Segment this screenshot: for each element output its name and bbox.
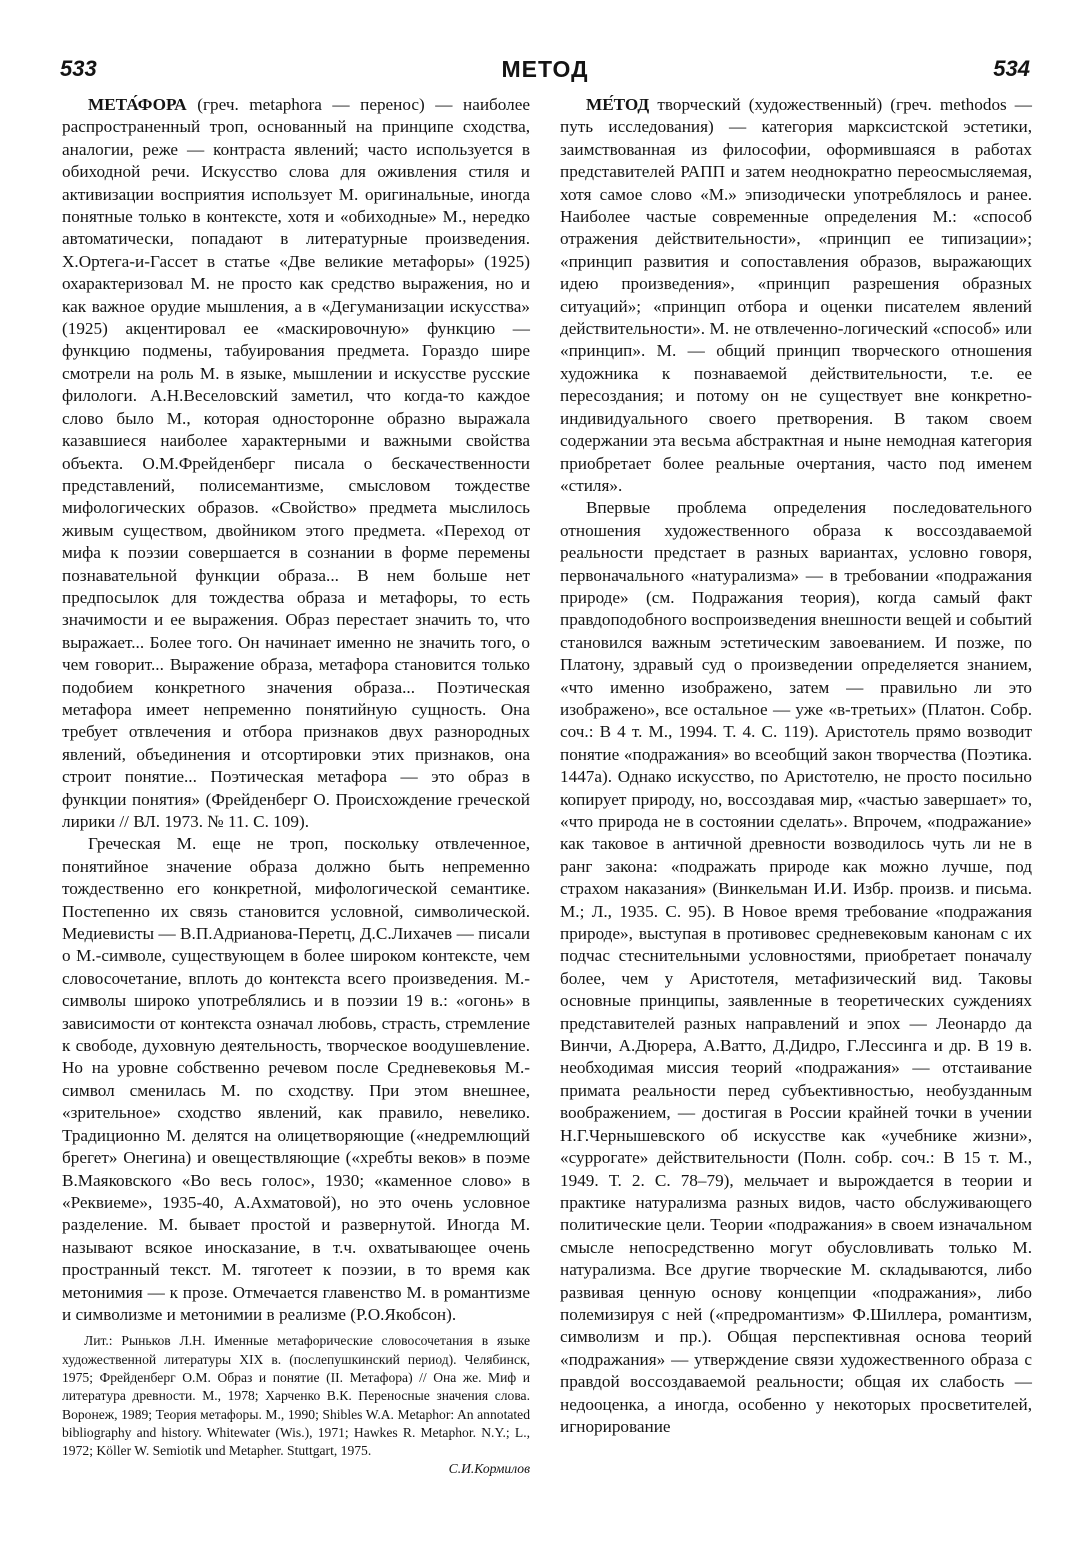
page-number-left: 533: [60, 56, 97, 81]
references-block: [62, 1326, 530, 1478]
page-number-right: 534: [993, 56, 1030, 81]
left-column: [62, 94, 530, 1479]
metaphor-entry-para-1: [62, 94, 530, 833]
method-para-1-text: творческий (художественный) (греч. methodos — путь исследования) — категория марксистской эстетики, заимствованная из философии, оформившаяся в работах представителей РАПП и затем неоднократно переосмысляемая, хотя самое слово «М.» эпизодически употреблялось и ранее. Наиболее частые современные определения М.: «способ отражения действительности», «принцип ее типизации»; «принцип развития и сопоставления образов, выражающих идею произведения», «принцип разрешения образных ситуаций»; «принцип отбора и оценки писателем явлений действительности». М. не отвлеченно-логический «способ» или «принцип». М. — общий принцип творческого отношения художника к познаваемой действительности, т.е. ее пересоздания; и потому он не существует вне конкретно-индивидуального своего претворения. В таком своем содержании эта весьма абстрактная и ныне немодная категория приобретает более реальные очертания, часто под именем «стиля».: [560, 95, 1032, 495]
page-header: [60, 54, 1030, 88]
author-signature: С.И.Кормилов: [448, 1461, 530, 1477]
metaphor-para-1-text: (греч. metaphora — перенос) — наиболее распространенный троп, основанный на принципе сходства, аналогии, реже — контраста явлений; часто используется в обиходной речи. Искусство слова для оживления стиля и активизации восприятия использует М. оригинальные, иногда понятные только в контексте, хотя и «обиходные» М., нередко автоматически, попадают в литературные произведения. Х.Ортега-и-Гассет в статье «Две великие метафоры» (1925) охарактеризовал М. не просто как средство выражения, но и как важное орудие мышления, а в «Дегуманизации искусства» (1925) акцентировал ее «маскировочную» функцию — функцию подмены, табуирования предмета. Гораздо шире смотрели на роль М. в языке, мышлении и искусстве русские филологи. А.Н.Веселовский заметил, что когда-то каждое слово было М., которая односторонне образно выражала казавшиеся наиболее характерными и важными свойства объекта. О.М.Фрейденберг писала о бескачественности представлений, полисемантизме, смысловом тождестве мифологических образов. «Свойство» предмета мыслилось живым существом, двойником этого предмета. «Переход от мифа к поэзии совершается в сознании в форме перемены познавательной функции образа... В нем больше нет предпосылок для тождества образа и метафоры, то есть значимости и ее выражения. Образ перестает значить то, что выражает... Более того. Он начинает именно не значить того, о чем говорит... Выражение образа, метафора становится только подобием конкретного значения образа... Поэтическая метафора имеет непременно понятийную сущность. Она требует отвлечения и отбора признаков двух разнородных явлений, объединения и отсортировки этих признаков, она строит понятие... Поэтическая метафора — это образ в функции понятия» (Фрейденберг О. Происхождение греческой лирики // ВЛ. 1973. № 11. С. 109).: [62, 95, 531, 831]
method-para-2: Впервые проблема определения последовательного отношения художественного образа к воссоздаваемой реальности предстает в разных вариантах, условно говоря, первоначального «натурализма» — в требовании «подражания природе» (см. Подражания теория), когда самый факт правдоподобного воспроизведения внешности вещей и событий становился важным эстетическим завоеванием. И позже, по Платону, здравый суд о произведении определяется знанием, «что именно изображено, затем — правильно ли это изображено», все остальное — уже «в-третьих» (Платон. Собр. соч.: В 4 т. М., 1994. Т. 4. С. 119). Аристотель прямо возводит понятие «подражания» во всеобщий закон творчества (Поэтика. 1447а). Однако искусство, по Аристотелю, не просто посильно копирует природу, но, воссоздавая мир, «частью завершает» то, «что природа не в состоянии сделать». Впрочем, «подражание» как таковое в античной древности возводилось чуть ли не в ранг закона: «подражать природе как можно лучше, под страхом наказания» (Винкельман И.И. Избр. произв. и письма. М.; Л., 1935. С. 95). В Новое время требование «подражания природе», выступая в противовес средневековым канонам с их подчас стеснительными условностями, приобретает поначалу более, чем у Аристотеля, метафизический вид. Таковы основные принципы, заявленные в теоретических суждениях представителей разных направлений и эпох — Леонардо да Винчи, А.Дюрера, А.Ватто, Д.Дидро, Г.Лессинга и др. В 19 в. необходимая миссия теорий «подражания» — отстаивание примата реальности перед субъективностью, необузданным воображением, — достигая в России крайней точки в учении Н.Г.Чернышевского об искусстве как «учебнике жизни», «суррогате» действительности (Полн. собр. соч.: В 15 т. М., 1949. Т. 2. С. 78–79), мельчает и вырождается в теории и практике натурализма разных видов, часто обслуживающего политические цели. Теории «подражания» в своем изначальном смысле непосредственно могут обусловливать только М. натурализма. Все другие творческие М. складываются, либо развивая ценную основу концепции «подражания», либо полемизируя с ней («предромантизм» Ф.Шиллера, романтизм, символизм и пр.). Общая перспективная основа теорий «подражания» — утверждение связи художественного образа с правдой воссоздаваемой реальности; общая их слабость — недооценка, а иногда, особенно у некоторых просветителей, игнорирование: [560, 498, 1032, 1436]
method-entry-para-1: [560, 94, 1032, 497]
entry-head-method: МЕ́ТОД: [586, 95, 650, 114]
entry-head-metaphor: МЕТА́ФОРА: [88, 95, 187, 114]
references-text: Лит.: Рыньков Л.Н. Именные метафорические словосочетания в языке художественной литературы XIX в. (послепушкинский период). Челябинск, 1975; Фрейденберг О.М. Образ и понятие (II. Метафора) // Она же. Миф и литература древности. М., 1978; Харченко В.К. Переносные значения слова. Воронеж, 1989; Теория метафоры. М., 1990; Shibles W.A. Metaphor: An annotated bibliography and history. Whitewater (Wis.), 1971; Hawkes R. Metaphor. N.Y.; L., 1972; Köller W. Semiotik und Metapher. Stuttgart, 1975.: [62, 1333, 530, 1459]
right-column: [560, 94, 1032, 1438]
running-head: МЕТОД: [501, 56, 589, 82]
metaphor-para-2: Греческая М. еще не троп, поскольку отвлеченное, понятийное значение образа должно быть непременно тождественно его конкретной, мифологической семантике. Постепенно их связь становится условной, символической. Медиевисты — В.П.Адрианова-Перетц, Д.С.Лихачев — писали о М.-символе, существующем в более широком контексте, чем словосочетание, вплоть до контекста всего произведения. М.-символы широко употреблялись и в поэзии 19 в.: «огонь» в зависимости от контекста означал любовь, страсть, стремление к свободе, духовную деятельность, творческое воодушевление. Но на уровне собственно речевом после Средневековья М.-символ сменилась М. по сходству. При этом внешнее, «зрительное» сходство явлений, как правило, невелико. Традиционно М. делятся на олицетворяющие («недремлющий брегет» Онегина) и овеществляющие («хребты веков» в поэме В.Маяковского «Во весь голос», 1930; «каменное слово» в «Реквиеме», 1935-40, А.Ахматовой), но это очень условное разделение. М. бывает простой и развернутой. Иногда М. называют всякое иносказание, в т.ч. охватывающее очень пространный текст. М. тяготеет к поэзии, в то время как метонимия — к прозе. Отмечается главенство М. в романтизме и символизме и метонимии в реализме (Р.О.Якобсон).: [62, 834, 530, 1324]
